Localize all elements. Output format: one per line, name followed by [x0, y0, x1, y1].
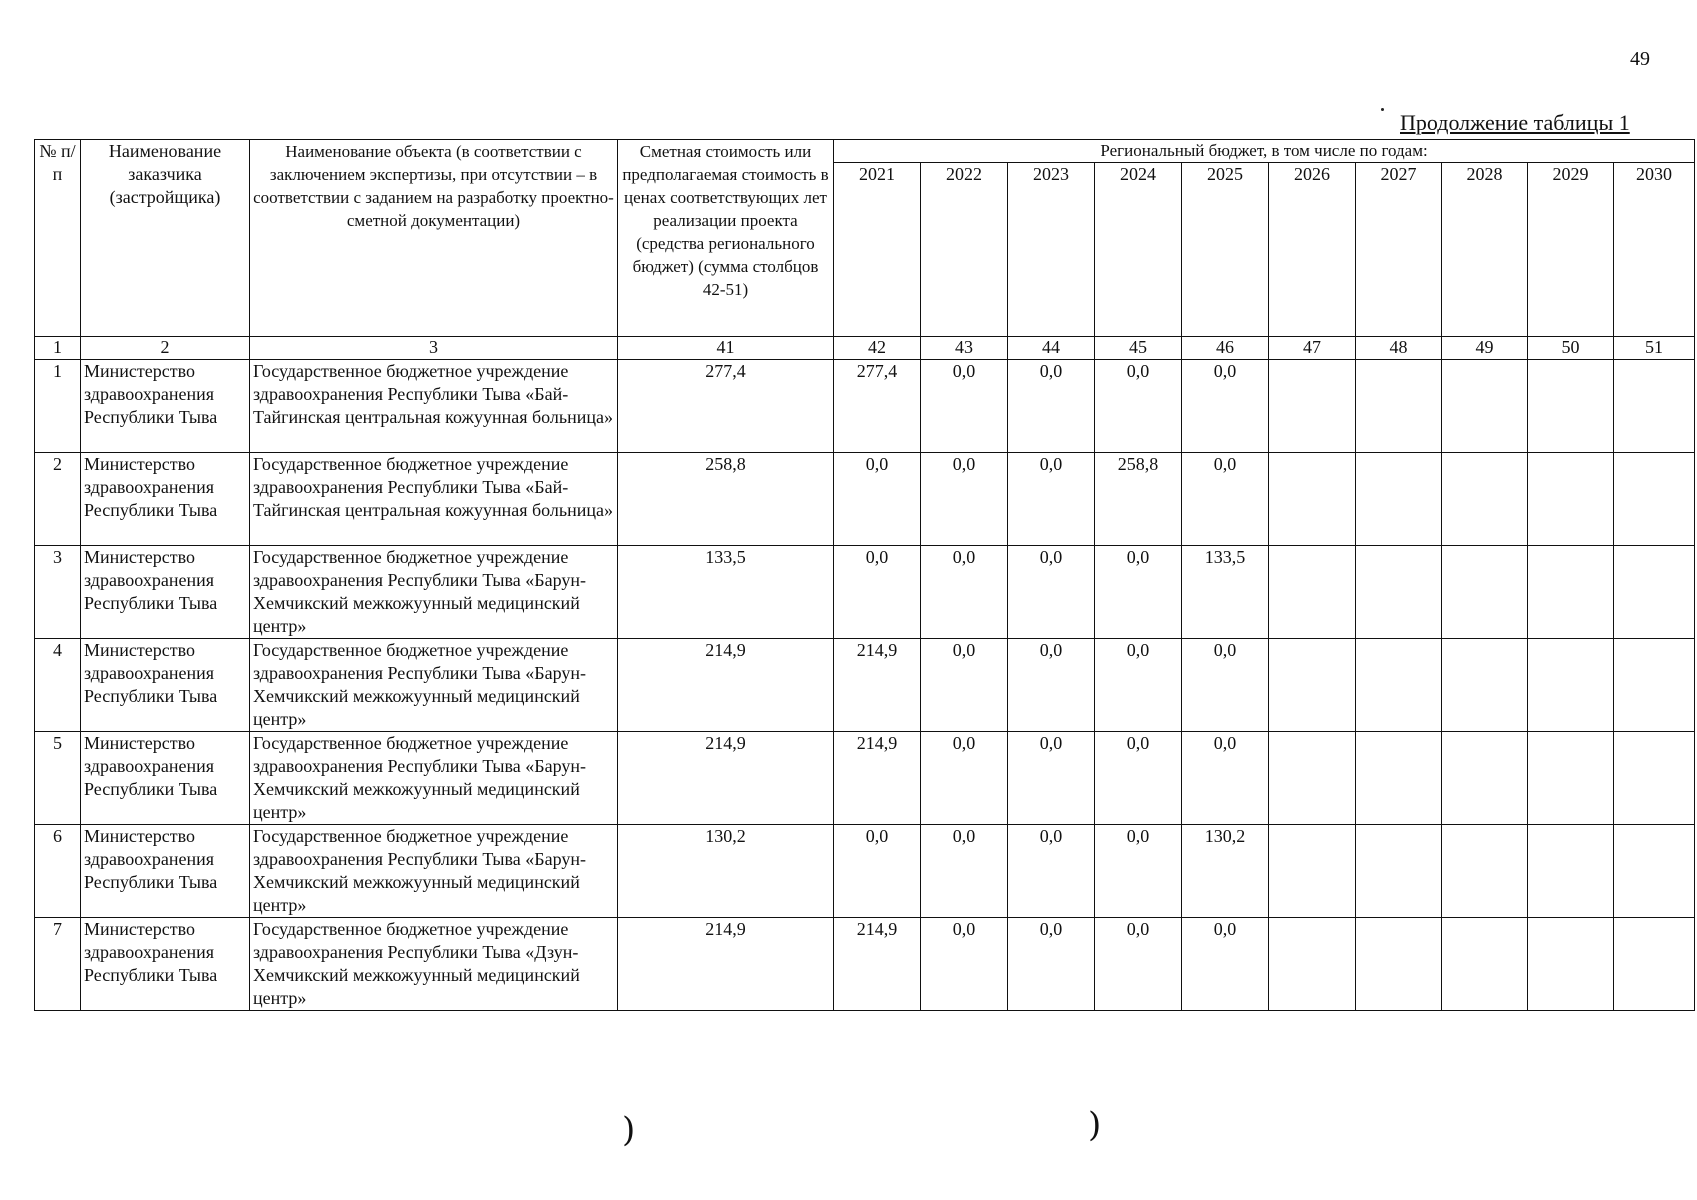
row-year-value: 0,0: [921, 639, 1008, 732]
row-year-value: [1528, 453, 1614, 546]
row-customer: Министерство здравоохранения Республики Тыва: [81, 453, 250, 546]
row-year-value: 214,9: [834, 918, 921, 1011]
row-customer: Министерство здравоохранения Республики Тыва: [81, 639, 250, 732]
row-year-value: [1528, 732, 1614, 825]
row-object: Государственное бюджетное учреждение здравоохранения Республики Тыва «Дзун-Хемчикский межкожуунный медицинский центр»: [250, 918, 618, 1011]
row-cost: 214,9: [618, 918, 834, 1011]
row-year-value: 0,0: [1095, 918, 1182, 1011]
row-year-value: 0,0: [1182, 918, 1269, 1011]
row-year-value: 0,0: [1182, 453, 1269, 546]
column-number-row: [35, 337, 1695, 360]
column-number: 45: [1095, 337, 1182, 360]
row-year-value: [1442, 453, 1528, 546]
row-customer: Министерство здравоохранения Республики Тыва: [81, 918, 250, 1011]
column-number: 42: [834, 337, 921, 360]
row-year-value: 214,9: [834, 732, 921, 825]
scan-mark-right: ): [1088, 1105, 1102, 1145]
page-number: 49: [1630, 48, 1650, 70]
column-number: 51: [1614, 337, 1695, 360]
row-year-value: 0,0: [1008, 918, 1095, 1011]
table-row: [35, 639, 1695, 732]
column-number: 3: [250, 337, 618, 360]
row-cost: 214,9: [618, 732, 834, 825]
header-no: № п/п: [35, 140, 81, 337]
row-year-value: [1356, 825, 1442, 918]
row-customer: Министерство здравоохранения Республики Тыва: [81, 546, 250, 639]
row-year-value: [1269, 918, 1356, 1011]
row-cost: 277,4: [618, 360, 834, 453]
row-number: 3: [35, 546, 81, 639]
budget-table: [34, 139, 1695, 1011]
row-year-value: 0,0: [1095, 546, 1182, 639]
row-year-value: [1269, 360, 1356, 453]
row-year-value: 0,0: [1008, 825, 1095, 918]
column-number: 44: [1008, 337, 1095, 360]
row-year-value: [1269, 732, 1356, 825]
scan-dot: [1381, 108, 1384, 111]
row-number: 5: [35, 732, 81, 825]
header-regional-budget: Региональный бюджет, в том числе по годам:: [834, 140, 1695, 163]
table-row: [35, 360, 1695, 453]
row-customer: Министерство здравоохранения Республики Тыва: [81, 732, 250, 825]
row-year-value: 0,0: [834, 453, 921, 546]
row-year-value: [1269, 639, 1356, 732]
row-year-value: [1614, 825, 1695, 918]
row-year-value: 0,0: [1182, 639, 1269, 732]
row-year-value: 0,0: [834, 825, 921, 918]
table-row: [35, 453, 1695, 546]
row-year-value: [1356, 918, 1442, 1011]
column-number: 46: [1182, 337, 1269, 360]
row-year-value: [1442, 732, 1528, 825]
table-row: [35, 732, 1695, 825]
header-year-7: 2028: [1442, 163, 1528, 337]
row-year-value: 0,0: [921, 732, 1008, 825]
row-year-value: 130,2: [1182, 825, 1269, 918]
row-year-value: 0,0: [921, 825, 1008, 918]
scan-mark-left: ): [622, 1110, 636, 1150]
row-object: Государственное бюджетное учреждение здравоохранения Республики Тыва «Бай-Тайгинская центральная кожуунная больница»: [250, 360, 618, 453]
row-year-value: [1528, 825, 1614, 918]
row-year-value: 0,0: [1008, 639, 1095, 732]
row-year-value: [1356, 360, 1442, 453]
header-year-0: 2021: [834, 163, 921, 337]
column-number: 49: [1442, 337, 1528, 360]
row-year-value: [1528, 918, 1614, 1011]
row-year-value: 0,0: [1095, 360, 1182, 453]
row-cost: 214,9: [618, 639, 834, 732]
row-year-value: [1269, 453, 1356, 546]
header-year-2: 2023: [1008, 163, 1095, 337]
row-customer: Министерство здравоохранения Республики Тыва: [81, 360, 250, 453]
row-object: Государственное бюджетное учреждение здравоохранения Республики Тыва «Бай-Тайгинская центральная кожуунная больница»: [250, 453, 618, 546]
header-customer: Наименование заказчика (застройщика): [81, 140, 250, 337]
header-year-5: 2026: [1269, 163, 1356, 337]
row-object: Государственное бюджетное учреждение здравоохранения Республики Тыва «Барун-Хемчикский межкожуунный медицинский центр»: [250, 825, 618, 918]
column-number: 41: [618, 337, 834, 360]
header-year-3: 2024: [1095, 163, 1182, 337]
table-row: [35, 825, 1695, 918]
header-object: Наименование объекта (в соответствии с заключением экспертизы, при отсутствии – в соответствии с заданием на разработку проектно-сметной документации): [250, 140, 618, 337]
row-object: Государственное бюджетное учреждение здравоохранения Республики Тыва «Барун-Хемчикский межкожуунный медицинский центр»: [250, 546, 618, 639]
row-number: 7: [35, 918, 81, 1011]
row-object: Государственное бюджетное учреждение здравоохранения Республики Тыва «Барун-Хемчикский межкожуунный медицинский центр»: [250, 732, 618, 825]
row-year-value: [1614, 639, 1695, 732]
row-year-value: [1614, 360, 1695, 453]
row-cost: 130,2: [618, 825, 834, 918]
row-year-value: [1614, 918, 1695, 1011]
row-year-value: [1442, 639, 1528, 732]
column-number: 50: [1528, 337, 1614, 360]
header-row-1: [35, 140, 1695, 163]
header-year-6: 2027: [1356, 163, 1442, 337]
row-year-value: [1269, 825, 1356, 918]
column-number: 1: [35, 337, 81, 360]
row-year-value: 0,0: [921, 453, 1008, 546]
row-year-value: [1614, 546, 1695, 639]
row-year-value: 0,0: [1008, 546, 1095, 639]
row-year-value: [1442, 918, 1528, 1011]
row-year-value: 0,0: [921, 546, 1008, 639]
row-year-value: 214,9: [834, 639, 921, 732]
row-year-value: [1614, 732, 1695, 825]
column-number: 47: [1269, 337, 1356, 360]
row-number: 2: [35, 453, 81, 546]
row-year-value: [1442, 546, 1528, 639]
row-year-value: 0,0: [921, 360, 1008, 453]
table-row: [35, 918, 1695, 1011]
row-year-value: [1442, 825, 1528, 918]
header-year-9: 2030: [1614, 163, 1695, 337]
row-customer: Министерство здравоохранения Республики Тыва: [81, 825, 250, 918]
row-number: 6: [35, 825, 81, 918]
row-year-value: [1356, 546, 1442, 639]
row-cost: 258,8: [618, 453, 834, 546]
row-year-value: [1614, 453, 1695, 546]
row-year-value: 0,0: [1095, 732, 1182, 825]
row-object: Государственное бюджетное учреждение здравоохранения Республики Тыва «Барун-Хемчикский межкожуунный медицинский центр»: [250, 639, 618, 732]
row-year-value: [1528, 639, 1614, 732]
row-year-value: [1356, 639, 1442, 732]
row-year-value: 258,8: [1095, 453, 1182, 546]
row-year-value: 0,0: [1095, 639, 1182, 732]
column-number: 48: [1356, 337, 1442, 360]
table-continuation-label: Продолжение таблицы 1: [1400, 110, 1630, 135]
row-year-value: [1528, 360, 1614, 453]
row-year-value: [1356, 732, 1442, 825]
row-year-value: 133,5: [1182, 546, 1269, 639]
row-year-value: 0,0: [1008, 360, 1095, 453]
row-number: 4: [35, 639, 81, 732]
row-year-value: 0,0: [1182, 732, 1269, 825]
column-number: 43: [921, 337, 1008, 360]
row-cost: 133,5: [618, 546, 834, 639]
header-year-4: 2025: [1182, 163, 1269, 337]
row-year-value: [1528, 546, 1614, 639]
row-year-value: 0,0: [921, 918, 1008, 1011]
table-row: [35, 546, 1695, 639]
row-number: 1: [35, 360, 81, 453]
row-year-value: [1356, 453, 1442, 546]
row-year-value: [1442, 360, 1528, 453]
row-year-value: 0,0: [834, 546, 921, 639]
header-year-8: 2029: [1528, 163, 1614, 337]
row-year-value: 277,4: [834, 360, 921, 453]
header-cost: Сметная стоимость или предполагаемая стоимость в ценах соответствующих лет реализации проекта (средства регионального бюджет) (сумма столбцов 42-51): [618, 140, 834, 337]
row-year-value: 0,0: [1008, 732, 1095, 825]
row-year-value: 0,0: [1182, 360, 1269, 453]
header-year-1: 2022: [921, 163, 1008, 337]
column-number: 2: [81, 337, 250, 360]
row-year-value: 0,0: [1095, 825, 1182, 918]
row-year-value: [1269, 546, 1356, 639]
row-year-value: 0,0: [1008, 453, 1095, 546]
